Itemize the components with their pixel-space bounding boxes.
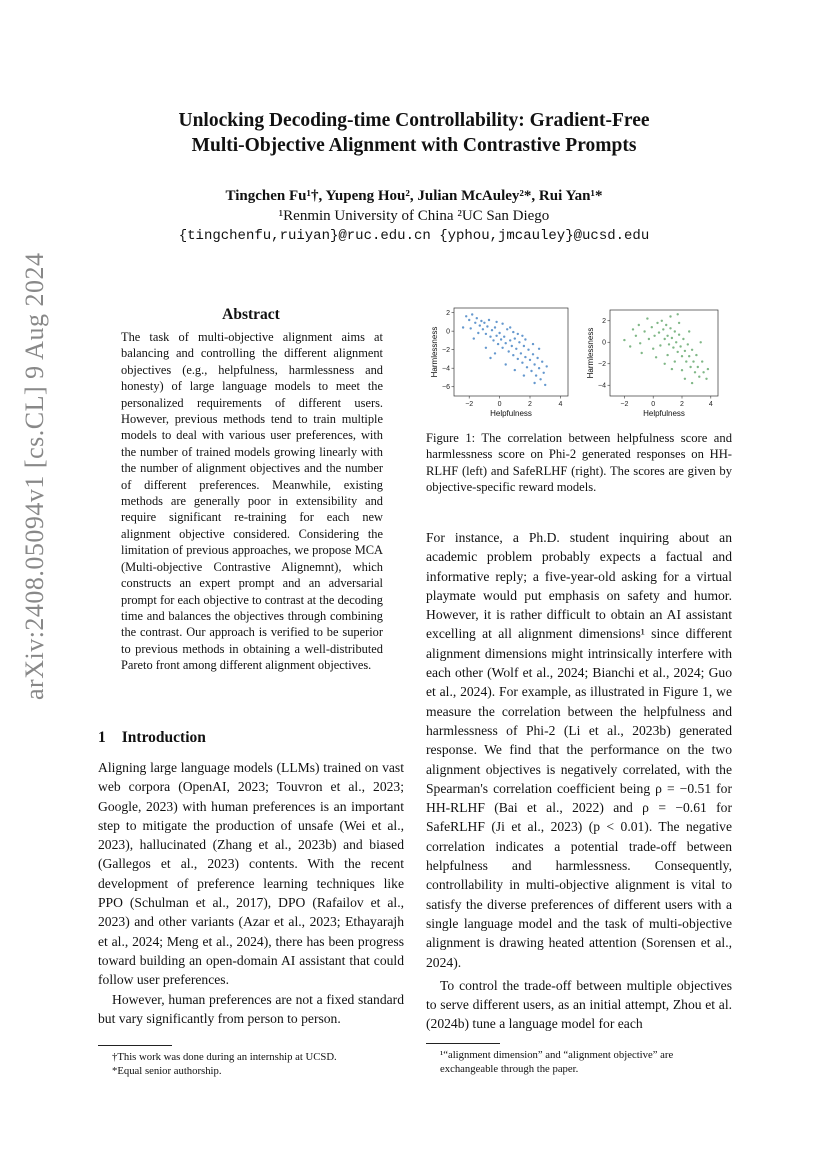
data-point <box>702 371 704 373</box>
right-paragraph-2: To control the trade-off between multiple objectives to serve different users, as an initial attempt, Zhou et al. (2024b) tune a language model for each <box>426 977 732 1032</box>
data-point <box>529 359 531 361</box>
footnote-rule-right <box>426 1043 500 1044</box>
data-point <box>536 357 538 359</box>
scatter-panel-1 <box>430 308 568 418</box>
author-names: Tingchen Fu¹†, Yupeng Hou², Julian McAuley²*, Rui Yan¹* <box>225 188 603 204</box>
x-tick-label: 0 <box>497 401 502 408</box>
y-tick-label: 2 <box>602 318 606 326</box>
author-affiliations: ¹Renmin University of China ²UC San Diego <box>278 208 550 224</box>
data-point <box>509 326 511 328</box>
data-point <box>468 319 470 321</box>
data-point <box>677 351 679 353</box>
data-point <box>538 348 540 350</box>
data-point <box>688 330 690 332</box>
y-tick-label: 0 <box>602 339 606 347</box>
data-point <box>669 315 671 317</box>
data-point <box>489 357 491 359</box>
data-point <box>653 335 655 337</box>
y-tick-label: −2 <box>598 361 606 369</box>
title-line-1: Unlocking Decoding-time Controllability: Gradient-Free <box>178 110 650 131</box>
section-heading <box>98 729 404 747</box>
data-point <box>518 341 520 343</box>
x-tick-label: 2 <box>680 401 684 408</box>
data-point <box>666 354 668 356</box>
y-tick-label: −2 <box>442 347 450 355</box>
data-point <box>701 360 703 362</box>
data-point <box>517 358 519 360</box>
data-point <box>482 328 484 330</box>
data-point <box>494 326 496 328</box>
data-point <box>512 331 514 333</box>
y-axis-label: Harmlessness <box>430 326 439 378</box>
data-point <box>524 356 526 358</box>
data-point <box>521 335 523 337</box>
data-point <box>691 349 693 351</box>
data-point <box>672 346 674 348</box>
data-point <box>501 323 503 325</box>
data-point <box>678 322 680 324</box>
data-point <box>495 335 497 337</box>
x-tick-label: −2 <box>465 401 474 408</box>
y-tick-label: 0 <box>446 328 450 336</box>
data-point <box>523 345 525 347</box>
data-point <box>664 363 666 365</box>
data-point <box>666 335 668 337</box>
data-point <box>675 341 677 343</box>
data-point <box>470 327 472 329</box>
data-point <box>543 372 545 374</box>
data-point <box>521 362 523 364</box>
paper-title <box>100 108 728 158</box>
data-point <box>541 361 543 363</box>
data-point <box>635 335 637 337</box>
data-point <box>684 378 686 380</box>
abstract-heading: Abstract <box>222 306 280 323</box>
data-point <box>523 374 525 376</box>
data-point <box>623 339 625 341</box>
y-axis-label: Harmlessness <box>586 327 595 379</box>
footnotes-left <box>112 1050 404 1078</box>
data-point <box>535 374 537 376</box>
x-tick-label: 4 <box>558 401 563 408</box>
data-point <box>697 366 699 368</box>
data-point <box>480 320 482 322</box>
data-point <box>495 321 497 323</box>
data-point <box>473 337 475 339</box>
data-point <box>692 360 694 362</box>
data-point <box>661 320 663 322</box>
data-point <box>512 354 514 356</box>
x-tick-label: 0 <box>651 401 656 408</box>
data-point <box>638 324 640 326</box>
x-tick-label: 2 <box>528 401 532 408</box>
x-tick-label: −2 <box>620 401 629 408</box>
data-point <box>658 331 660 333</box>
data-point <box>524 338 526 340</box>
data-point <box>544 384 546 386</box>
data-point <box>492 339 494 341</box>
data-point <box>674 330 676 332</box>
y-tick-label: −6 <box>442 384 450 392</box>
data-point <box>664 338 666 340</box>
author-block <box>100 186 728 246</box>
data-point <box>681 355 683 357</box>
data-point <box>503 336 505 338</box>
data-point <box>517 333 519 335</box>
x-tick-label: 4 <box>708 401 713 408</box>
data-point <box>641 352 643 354</box>
data-point <box>632 328 634 330</box>
data-point <box>526 366 528 368</box>
data-point <box>691 382 693 384</box>
data-point <box>505 363 507 365</box>
data-point <box>659 344 661 346</box>
data-point <box>509 339 511 341</box>
data-point <box>511 345 513 347</box>
data-point <box>546 365 548 367</box>
plot-frame <box>610 310 718 396</box>
data-point <box>505 342 507 344</box>
data-point <box>485 333 487 335</box>
data-point <box>515 348 517 350</box>
data-point <box>629 345 631 347</box>
y-tick-label: −4 <box>442 365 450 373</box>
arxiv-identifier: arXiv:2408.05094v1 [cs.CL] 9 Aug 2024 <box>20 252 49 700</box>
data-point <box>497 343 499 345</box>
data-point <box>679 345 681 347</box>
intro-paragraph-1: Aligning large language models (LLMs) trained on vast web corpora (OpenAI, 2023; Touvron et al., 2023; Google, 2023) with human preferences is an important step to mitigate the production of unsafe (Wei et al., 2023), hallucinated (Zhang et al., 2023b) and biased (Gallegos et al., 2023) contents. With the recent development of preference learning techniques like PPO (Schulman et al., 2017), DPO (Rafailov et al., 2023) and other variants (Azar et al., 2023; Ethayarajh et al., 2024; Meng et al., 2024), there has been progress toward building an open-domain AI assistant that could follow user preferences. <box>98 760 404 988</box>
author-emails: {tingchenfu,ruiyan}@ruc.edu.cn {yphou,jmcauley}@ucsd.edu <box>178 228 650 244</box>
data-point <box>671 368 673 370</box>
data-point <box>684 350 686 352</box>
data-point <box>491 329 493 331</box>
data-point <box>462 326 464 328</box>
data-point <box>514 337 516 339</box>
data-point <box>532 353 534 355</box>
data-point <box>705 378 707 380</box>
data-point <box>655 356 657 358</box>
data-point <box>488 319 490 321</box>
data-point <box>698 376 700 378</box>
data-point <box>533 382 535 384</box>
data-point <box>651 326 653 328</box>
data-point <box>474 322 476 324</box>
section-title: Introduction <box>121 729 206 746</box>
figure-1 <box>426 304 732 418</box>
intro-body <box>98 758 404 1028</box>
data-point <box>500 338 502 340</box>
data-point <box>508 350 510 352</box>
x-axis-label: Helpfulness <box>643 409 685 418</box>
footnote-equal-authorship: *Equal senior authorship. <box>112 1065 222 1077</box>
data-point <box>639 342 641 344</box>
data-point <box>494 352 496 354</box>
abstract-text: The task of multi-objective alignment aims at balancing and controlling the different alignment objectives (e.g., helpfulness, harmlessness and honesty) of large language models to meet the personalized requirements of different users. However, previous methods tend to train multiple models to deal with various user preferences, with the number of trained models growing linearly with the number of alignment objectives and the number of different preferences. Meanwhile, existing methods are generally poor in extensibility and require significant re-training for each new alignment objective considered. Considering the limitation of previous approaches, we propose MCA (Multi-objective Contrastive Alignemnt), which constructs an expert prompt and an adversarial prompt for each objective to contrast at the decoding time and balances the objectives through combining the contrast. Our approach is verified to be superior to previous methods in obtaining a well-distributed Pareto front among different alignment objectives. <box>121 330 383 673</box>
data-point <box>532 343 534 345</box>
data-point <box>501 347 503 349</box>
data-point <box>477 332 479 334</box>
data-point <box>687 343 689 345</box>
data-point <box>662 328 664 330</box>
data-point <box>485 347 487 349</box>
data-point <box>668 343 670 345</box>
data-point <box>688 355 690 357</box>
data-point <box>533 363 535 365</box>
footnote-internship: †This work was done during an internship at UCSD. <box>112 1051 337 1063</box>
data-point <box>681 369 683 371</box>
x-axis-label: Helpfulness <box>490 409 532 418</box>
intro-paragraph-2: However, human preferences are not a fixed standard but vary significantly from person to person. <box>98 991 404 1026</box>
right-column-body <box>426 528 732 1034</box>
data-point <box>489 336 491 338</box>
data-point <box>648 338 650 340</box>
data-point <box>498 332 500 334</box>
section-number: 1 <box>98 729 106 746</box>
data-point <box>685 360 687 362</box>
data-point <box>700 341 702 343</box>
data-point <box>669 327 671 329</box>
data-point <box>694 371 696 373</box>
y-tick-label: −4 <box>598 382 606 390</box>
data-point <box>506 328 508 330</box>
y-tick-label: 2 <box>446 310 450 318</box>
data-point <box>483 322 485 324</box>
data-point <box>486 325 488 327</box>
figure-1-scatter-plots <box>426 304 732 418</box>
right-paragraph-1: For instance, a Ph.D. student inquiring about an academic problem probably expects a factual and informative reply; a five-year-old asking for a virtual playmate would put emphasis on safety and humor. However, it is rather difficult to obtain an AI assistant excelling at all alignment dimensions¹ since different alignment dimensions might intrinsically interfere with each other (Wolf et al., 2024; Bianchi et al., 2024; Guo et al., 2024). For example, as illustrated in Figure 1, we measure the correlation between the helpfulness and harmlessness of Phi-2 (Li et al., 2023b) generated response. We find that the performance on the two alignment objectives is negatively correlated, with the Spearman's correlation coefficient being ρ = −0.51 for HH-RLHF (Bai et al., 2022) and ρ = −0.61 for SafeRLHF (Ji et al., 2023) (p < 0.01). The negative correlation indicates a potential trade-off between helpfulness and harmlessness. Consequently, controllability in multi-objective alignment is vital to satisfy the diverse preferences of different users with a single language model and the task of multi-objective alignment is drawing heated attention (Sorensen et al., 2024). <box>426 530 732 970</box>
data-point <box>520 352 522 354</box>
figure-caption: Figure 1: The correlation between helpfulness score and harmlessness score on Phi-2 generated responses on HH-RLHF (left) and SafeRLHF (right). The scores are given by objective-specific reward models. <box>426 431 732 495</box>
data-point <box>682 338 684 340</box>
data-point <box>689 366 691 368</box>
data-point <box>530 370 532 372</box>
data-point <box>678 334 680 336</box>
data-point <box>707 368 709 370</box>
data-point <box>643 330 645 332</box>
data-point <box>476 317 478 319</box>
data-point <box>471 313 473 315</box>
footnote-right: ¹“alignment dimension” and “alignment objective” are exchangeable through the paper. <box>440 1049 674 1075</box>
data-point <box>538 367 540 369</box>
plot-frame <box>454 308 568 396</box>
data-point <box>465 315 467 317</box>
footnote-rule-left <box>98 1045 172 1046</box>
data-point <box>674 360 676 362</box>
data-point <box>479 324 481 326</box>
data-point <box>656 322 658 324</box>
data-point <box>514 369 516 371</box>
data-point <box>695 354 697 356</box>
title-line-2: Multi-Objective Alignment with Contrastive Prompts <box>191 135 637 156</box>
data-point <box>665 324 667 326</box>
scatter-panel-2 <box>586 310 718 418</box>
data-point <box>677 313 679 315</box>
data-point <box>646 317 648 319</box>
data-point <box>671 337 673 339</box>
data-point <box>652 348 654 350</box>
data-point <box>539 378 541 380</box>
data-point <box>527 349 529 351</box>
